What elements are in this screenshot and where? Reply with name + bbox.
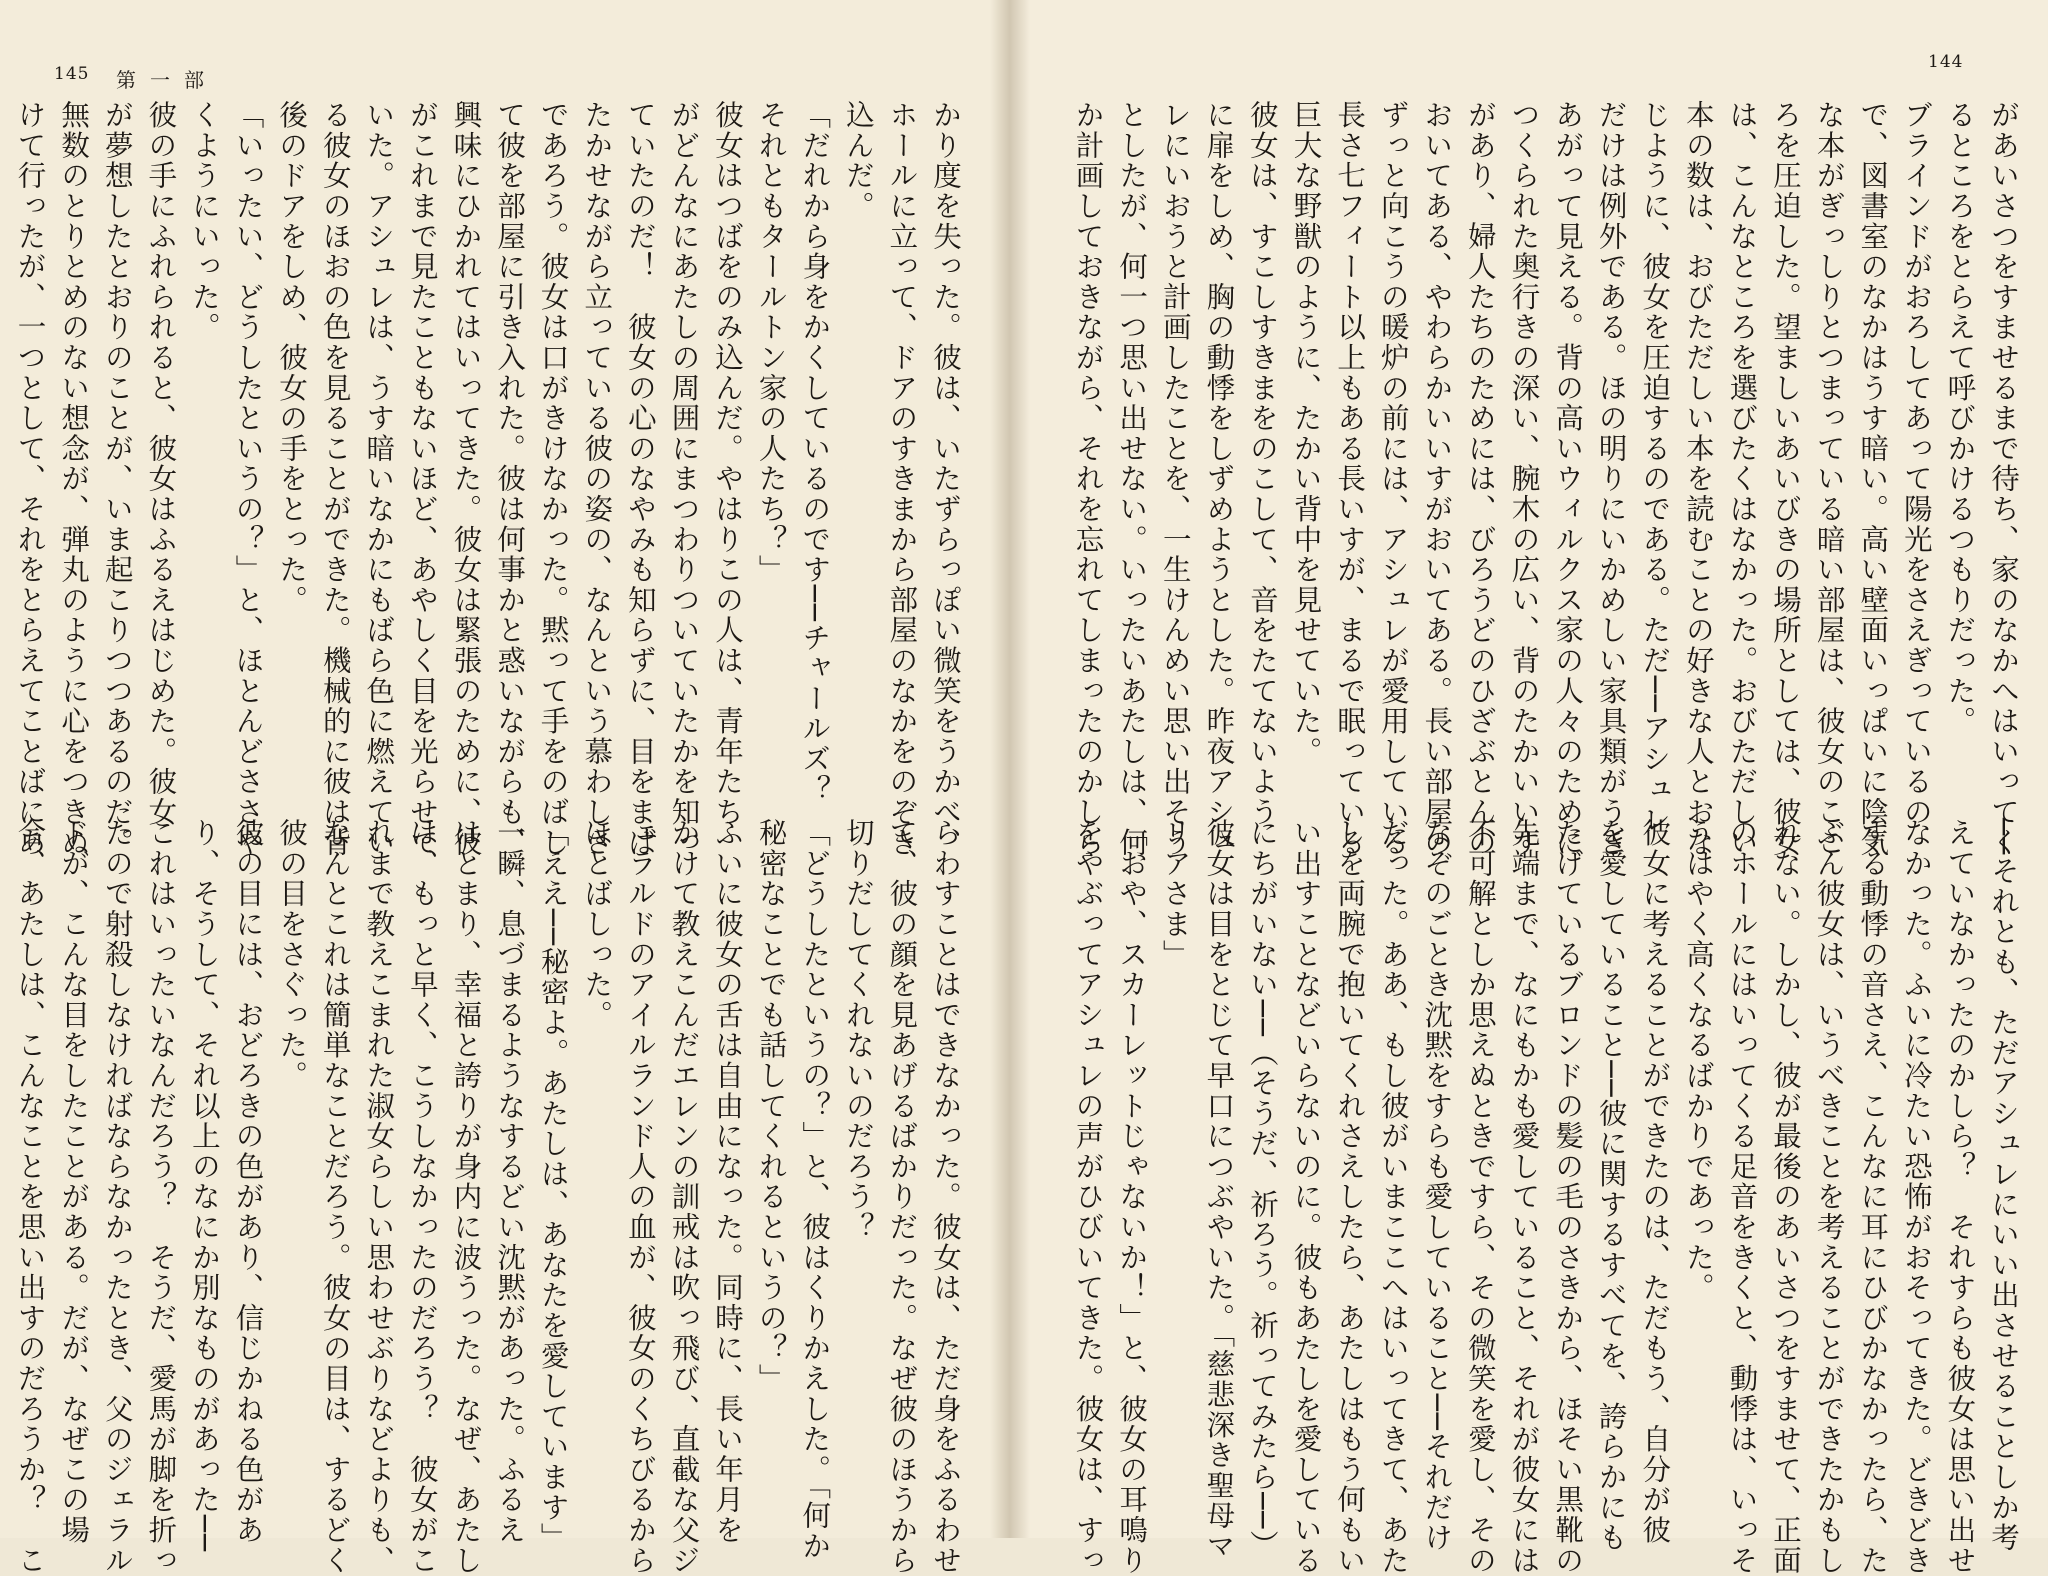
text-line: は、もっと早く、こうしなかったのだろう？ 彼女がこ — [405, 818, 439, 1576]
text-line: うはやく高くなるばかりであった。 — [1681, 818, 1715, 1303]
text-line: ェラルドのアイルランド人の血が、彼女のくちびるから — [623, 818, 657, 1576]
text-line: 先端まで、なにもかも愛していること、それが彼女には — [1507, 818, 1541, 1576]
running-head: 第一部 — [116, 68, 218, 92]
text-line: ろを圧迫した。望ましいあいびきの場所としては、彼女 — [1769, 100, 1803, 858]
text-line: えていなかったのかしら？ それすらも彼女は思い出せ — [1943, 818, 1977, 1576]
text-line: い出すことなどいらないのに。彼もあたしを愛している — [1289, 818, 1323, 1576]
text-line: しを両腕で抱いてくれさえしたら、あたしはもう何もい — [1333, 818, 1367, 1576]
text-line: はとまり、幸福と誇りが身内に波うった。なぜ、あたし — [449, 818, 483, 1576]
text-line: たげているブロンドの髪の毛のさきから、ほそい黒靴の — [1551, 818, 1585, 1576]
text-line: おいてある、やわらかいいすがおいてある。長い部屋の — [1420, 100, 1454, 858]
text-line: する動悸の音さえ、こんなに耳にひびかなかったら、た — [1856, 818, 1890, 1576]
left-upper-text-block — [13, 100, 967, 858]
text-line: 彼女は、すこしすきまをのこして、音をたてないよう — [1245, 100, 1279, 828]
text-line: のホールにはいってくる足音をきくと、動悸は、いっそ — [1725, 818, 1759, 1576]
text-line: いた。アシュレは、うす暗いなかにもばら色に燃えてい — [362, 100, 396, 858]
text-line: かり度を失った。彼は、いたずらっぽい微笑をうかべ、 — [929, 100, 962, 858]
text-line: ぶん彼女は、いうべきことを考えることができたかもし — [1812, 818, 1846, 1576]
text-line: 彼の手にふれられると、彼女はふるえはじめた。彼女 — [144, 100, 178, 828]
text-line: ドが、こんな目をしたことがある。だが、なぜこの場 — [57, 818, 91, 1546]
text-line: 長さ七フィート以上もある長いすが、まるで眠っている — [1333, 100, 1367, 858]
text-line: ふいに彼女の舌は自由になった。同時に、長い年月を — [711, 818, 745, 1546]
text-line: で、図書室のなかはうす暗い。高い壁面いっぱいに陰気 — [1856, 100, 1890, 858]
text-line: じように、彼女を圧迫するのである。ただ──アシュレ — [1638, 100, 1672, 835]
right-upper-text-block — [1071, 100, 2025, 858]
text-line: ブラインドがおろしてあって陽光をさえぎっているの — [1899, 100, 1933, 828]
text-line: だった。ああ、もし彼がいまここへはいってきて、あた — [1376, 818, 1410, 1576]
text-line: ──それとも、ただアシュレにいい出させることしか考 — [1987, 818, 2020, 1553]
text-line: らわすことはできなかった。彼女は、ただ身をふるわせ — [929, 818, 962, 1576]
text-line: ていたのだ！ 彼女の心のなやみも知らずに、目をまば — [623, 100, 657, 858]
text-line: 秘密なことでも話してくれるというの？」 — [754, 818, 788, 1394]
text-line: 「いったい、どうしたというの？」と、ほとんどささや — [231, 100, 265, 858]
text-line: 後のドアをしめ、彼女の手をとった。 — [275, 100, 309, 616]
text-line: れない。しかし、彼が最後のあいさつをすませて、正面 — [1769, 818, 1803, 1576]
text-line: れまで教えこまれた淑女らしい思わせぶりなどよりも、 — [362, 818, 396, 1576]
text-line: か計画しておきながら、それを忘れてしまったのかしら — [1071, 100, 1105, 858]
text-line: 彼の目には、おどろきの色があり、信じかねる色があ — [231, 818, 265, 1546]
text-line: て、彼の顔を見あげるばかりだった。なぜ彼のほうから — [885, 818, 919, 1576]
page-number-left: 145 — [54, 64, 90, 84]
text-line: かけて教えこんだエレンの訓戒は吹っ飛び、直截な父ジ — [667, 818, 701, 1576]
text-line: 一瞬、息づまるようなするどい沈黙があった。ふるえ — [493, 818, 527, 1546]
text-line: 無数のとりとめのない想念が、弾丸のように心をつきぬ — [57, 100, 91, 858]
text-line: ほとばしった。 — [580, 818, 614, 1031]
text-line: 本の数は、おびただしい本を読むことの好きな人とおな — [1681, 100, 1715, 858]
left-lower-text-block — [13, 818, 967, 1576]
text-line: くようにいった。 — [187, 100, 221, 343]
text-line: をやぶってアシュレの声がひびいてきた。彼女は、すっ — [1071, 818, 1105, 1576]
text-line: に扉をしめ、胸の動悸をしずめようとした。昨夜アシュ — [1202, 100, 1236, 858]
text-line: それともタールトン家の人たち？」 — [754, 100, 788, 585]
text-line: なかった。ふいに冷たい恐怖がおそってきた。どきどき — [1899, 818, 1933, 1576]
text-line: て彼を部屋に引き入れた。彼は何事かと惑いながらも、 — [493, 100, 527, 858]
text-line: るところをとらえて呼びかけるつもりだった。 — [1943, 100, 1977, 737]
text-line: る彼女のほおの色を見ることができた。機械的に彼は背 — [318, 100, 352, 858]
text-line: がどんなにあたしの周囲にまつわりついていたかを知っ — [667, 100, 701, 858]
book-gutter — [990, 0, 1030, 1538]
text-line: 合、あたしは、こんなことを思い出すのだろうか？ こ — [13, 818, 47, 1576]
text-line: を愛していること──彼に関するすべてを、誇らかにも — [1594, 818, 1628, 1553]
text-line: であろう。彼女は口がきけなかった。黙って手をのばし — [536, 100, 570, 858]
text-line: が夢想したとおりのことが、いま起こりつつあるのだ。 — [100, 100, 134, 858]
text-line: な本がぎっしりとつまっている暗い部屋は、彼女のここ — [1812, 100, 1846, 858]
text-line: たので射殺しなければならなかったとき、父のジェラル — [100, 818, 134, 1576]
text-line: 彼女は目をとじて早口につぶやいた。「慈悲深き聖母マ — [1202, 818, 1236, 1562]
right-lower-text-block — [1071, 818, 2025, 1576]
text-line: り、そうして、それ以上のなにか別なものがあった── — [187, 818, 221, 1553]
text-line: だけは例外である。ほの明りにいかめしい家具類がうき — [1594, 100, 1628, 858]
text-line: これはいったいなんだろう？ そうだ、愛馬が脚を折っ — [144, 818, 178, 1576]
text-line: 彼女はつばをのみ込んだ。やはりこの人は、青年たち — [711, 100, 745, 828]
text-line: 巨大な野獣のように、たかい背中を見せていた。 — [1289, 100, 1323, 767]
right-page — [1010, 0, 2048, 1576]
text-line: けて行ったが、一つとして、それをとらえてことばにあ — [13, 100, 47, 858]
text-line: 「どうしたというの？」と、彼はくりかえした。「何か — [798, 818, 832, 1562]
text-line: は、こんなところを選びたくはなかった。おびただしい — [1725, 100, 1759, 858]
text-line: にちがいない──（そうだ、祈ろう。祈ってみたら──） — [1245, 818, 1279, 1561]
text-line: 興味にひかれてはいってきた。彼女は緊張のために、彼 — [449, 100, 483, 858]
text-line: 彼の目をさぐった。 — [275, 818, 309, 1091]
text-line: なんとこれは簡単なことだろう。彼女の目は、するどく — [318, 818, 352, 1576]
text-line: つくられた奥行きの深い、腕木の広い、背のたかいいす — [1507, 100, 1541, 858]
page-number-right: 144 — [1928, 52, 1964, 72]
text-line: あがって見える。背の高いウィルクス家の人々のために — [1551, 100, 1585, 858]
text-line: 彼女に考えることができたのは、ただもう、自分が彼 — [1638, 818, 1672, 1546]
text-line: 「ええ──秘密よ。あたしは、あなたを愛しています」 — [536, 818, 570, 1553]
left-page — [0, 0, 1010, 1576]
text-line: 込んだ。 — [841, 100, 875, 222]
text-line: レにいおうと計画したことを、一生けんめい思い出そう — [1158, 100, 1192, 858]
text-line: があり、婦人たちのためには、びろうどのひざぶとんの — [1463, 100, 1497, 858]
text-line: としたが、何一つ思い出せない。いったいあたしは、何 — [1115, 100, 1149, 858]
text-line: たかせながら立っている彼の姿の、なんという慕わしさ — [580, 100, 614, 858]
text-line: リアさま」 — [1158, 818, 1192, 970]
text-line: ずっと向こうの暖炉の前には、アシュレが愛用している — [1376, 100, 1410, 858]
text-line: なぞのごとき沈黙をすらも愛していること──それだけ — [1420, 818, 1454, 1553]
text-line: がこれまで見たこともないほど、あやしく目を光らせて — [405, 100, 439, 858]
text-line: 「おや、スカーレットじゃないか！」と、彼女の耳鳴り — [1115, 818, 1149, 1576]
text-line: 切りだしてくれないのだろう？ — [841, 818, 875, 1243]
text-line: 不可解としか思えぬときですら、その微笑を愛し、その — [1463, 818, 1497, 1576]
text-line: ホールに立って、ドアのすきまから部屋のなかをのぞき — [885, 100, 919, 858]
text-line: 「だれから身をかくしているのです──チャールズ？ — [798, 100, 832, 805]
text-line: があいさつをすませるまで待ち、家のなかへはいってく — [1987, 100, 2020, 858]
